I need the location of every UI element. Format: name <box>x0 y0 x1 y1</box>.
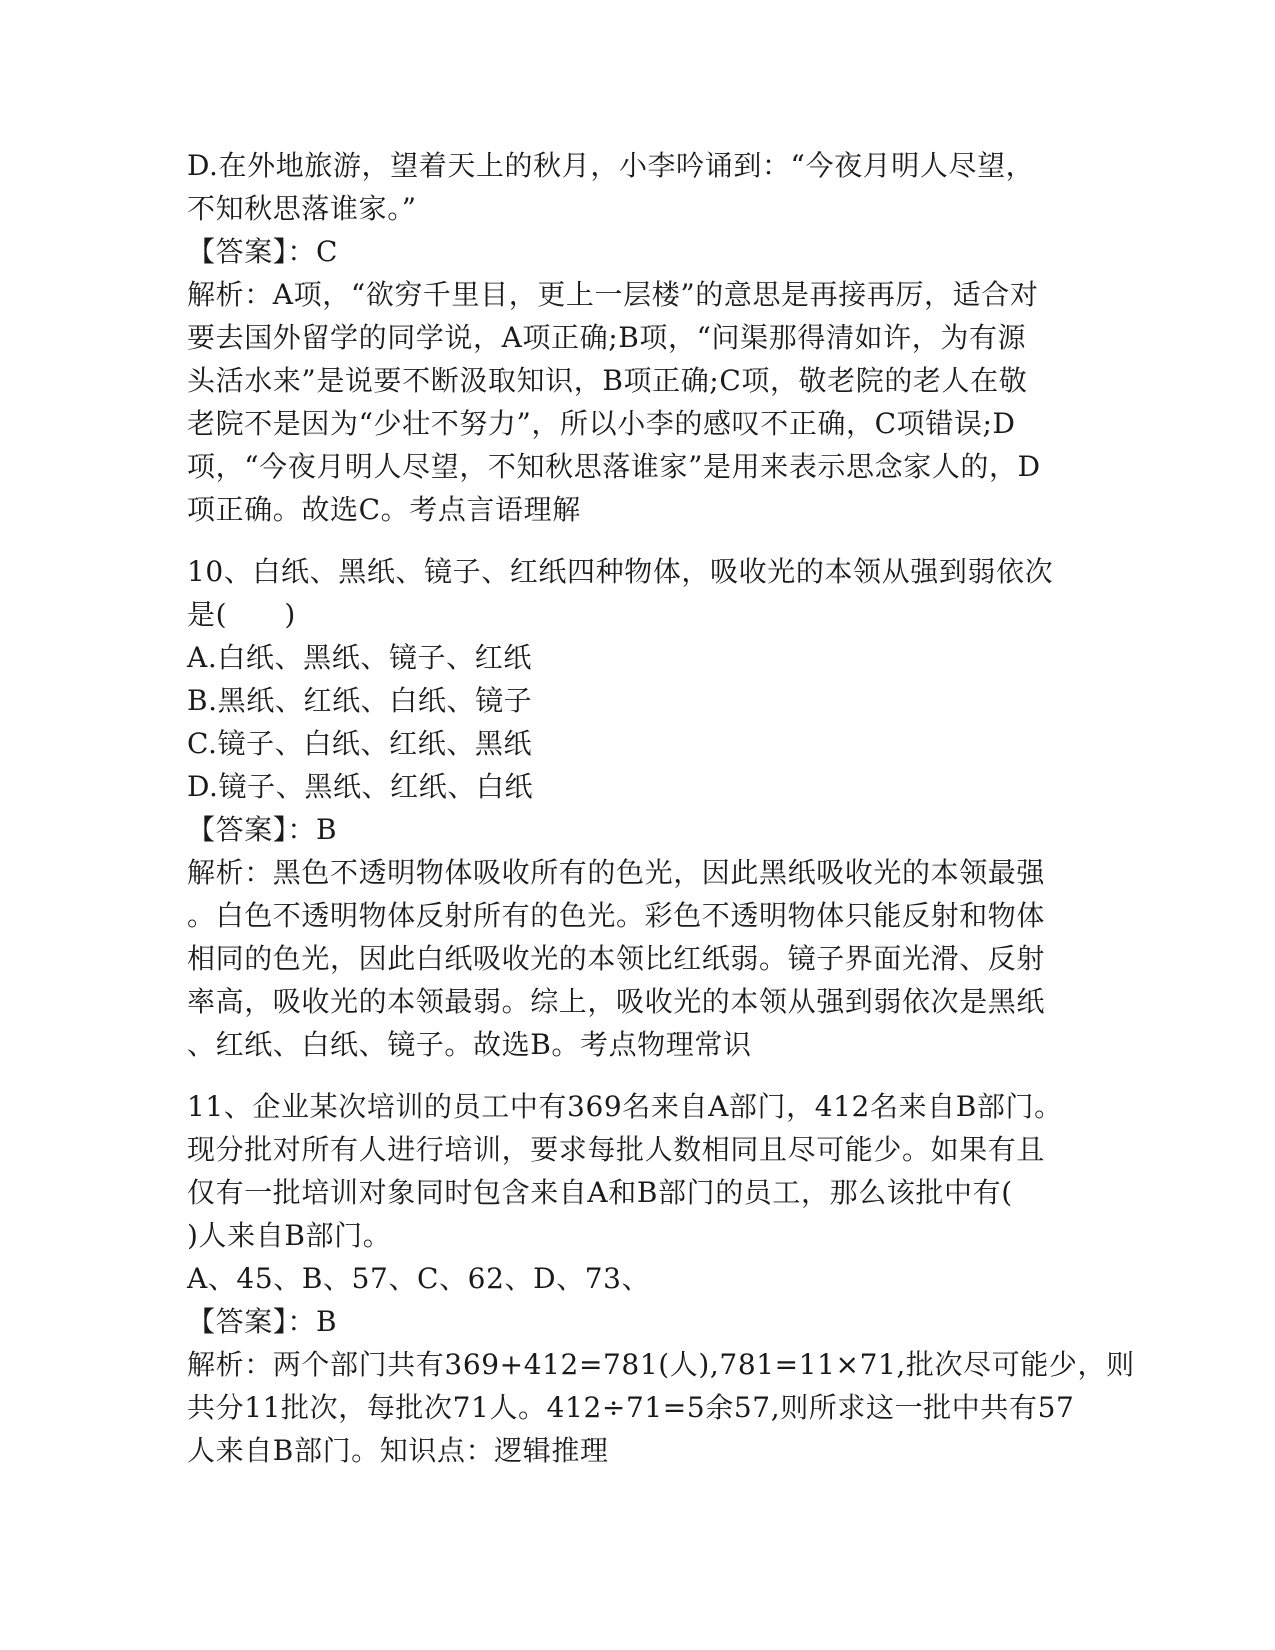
q9-analysis-line-5: 项，“今夜月明人尽望，不知秋思落谁家”是用来表示思念家人的，D <box>187 450 1041 483</box>
section-spacer <box>187 1066 1087 1085</box>
q10-analysis-line-5: 、红纸、白纸、镜子。故选B。考点物理常识 <box>187 1028 752 1061</box>
q11-answer: 【答案】：B <box>187 1305 338 1338</box>
q11-options: A、45、B、57、C、62、D、73、 <box>187 1262 651 1295</box>
q11-stem-line-4: )人来自B部门。 <box>187 1219 392 1252</box>
q10-option-a: A.白纸、黑纸、镜子、红纸 <box>187 641 532 674</box>
q10-answer: 【答案】：B <box>187 813 338 846</box>
q11-analysis-line-2: 共分11批次，每批次71人。412÷71=5余57,则所求这一批中共有57 <box>187 1391 1075 1424</box>
q9-answer: 【答案】：C <box>187 235 339 268</box>
q11-analysis-line-3: 人来自B部门。知识点：逻辑推理 <box>187 1434 609 1467</box>
q11-stem-line-1: 11、企业某次培训的员工中有369名来自A部门，412名来自B部门。 <box>187 1090 1063 1123</box>
q9-analysis-line-1: 解析：A项，“欲穷千里目，更上一层楼”的意思是再接再厉，适合对 <box>187 278 1039 311</box>
q9-analysis-line-4: 老院不是因为“少壮不努力”，所以小李的感叹不正确，C项错误;D <box>187 407 1016 440</box>
q11-analysis-line-1: 解析：两个部门共有369+412=781(人),781=11×71,批次尽可能少，则 <box>187 1348 1135 1381</box>
q10-stem-line-1: 10、白纸、黑纸、镜子、红纸四种物体，吸收光的本领从强到弱依次 <box>187 555 1054 588</box>
q11-section <box>187 1085 1135 1472</box>
q9-analysis-line-6: 项正确。故选C。考点言语理解 <box>187 493 581 526</box>
q11-stem-line-2: 现分批对所有人进行培训，要求每批人数相同且尽可能少。如果有且 <box>187 1133 1046 1166</box>
q9-analysis-line-3: 头活水来”是说要不断汲取知识，B项正确;C项，敬老院的老人在敬 <box>187 364 1028 397</box>
q11-stem-line-3: 仅有一批培训对象同时包含来自A和B部门的员工，那么该批中有( <box>187 1176 1013 1209</box>
q10-option-c: C.镜子、白纸、红纸、黑纸 <box>187 727 533 760</box>
q10-option-b: B.黑纸、红纸、白纸、镜子 <box>187 684 533 717</box>
page-content <box>187 144 1135 1472</box>
q9-analysis-line-2: 要去国外留学的同学说，A项正确;B项，“问渠那得清如许，为有源 <box>187 321 1027 354</box>
q9-option-d-line-2: 不知秋思落谁家。” <box>187 192 417 225</box>
q10-section <box>187 550 1087 1066</box>
q10-analysis-line-2: 。白色不透明物体反射所有的色光。彩色不透明物体只能反射和物体 <box>187 899 1046 932</box>
q10-analysis-line-1: 解析：黑色不透明物体吸收所有的色光，因此黑纸吸收光的本领最强 <box>187 856 1046 889</box>
q9-option-d-line-1: D.在外地旅游，望着天上的秋月，小李吟诵到：“今夜月明人尽望， <box>187 149 1035 182</box>
q10-option-d: D.镜子、黑纸、红纸、白纸 <box>187 770 534 803</box>
q10-analysis-line-4: 率高，吸收光的本领最弱。综上，吸收光的本领从强到弱依次是黑纸 <box>187 985 1046 1018</box>
section-spacer <box>187 531 1087 550</box>
q10-analysis-line-3: 相同的色光，因此白纸吸收光的本领比红纸弱。镜子界面光滑、反射 <box>187 942 1046 975</box>
q9-section <box>187 144 1087 531</box>
q10-stem-line-2: 是( ) <box>187 598 296 631</box>
